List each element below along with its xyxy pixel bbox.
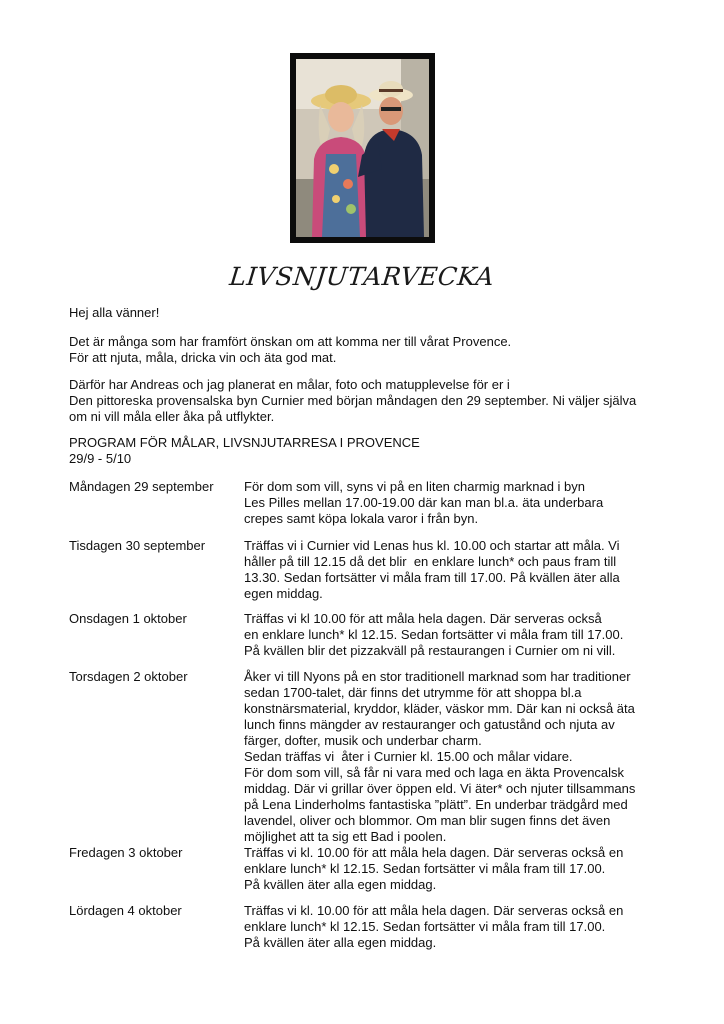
portrait-photo — [290, 53, 435, 243]
schedule-day-label: Onsdagen 1 oktober — [69, 611, 187, 626]
schedule-day-label: Lördagen 4 oktober — [69, 903, 182, 918]
program-dates: 29/9 - 5/10 — [69, 451, 132, 466]
schedule-day-label: Torsdagen 2 oktober — [69, 669, 188, 684]
schedule-day-description: Träffas vi i Curnier vid Lenas hus kl. 10.00 och startar att måla. Vi håller på till 12.15 då det blir en enklare lunch* och paus fram till 13.30. Sedan fortsätter vi måla fram till 17.00. På kvällen äter alla egen middag. — [244, 538, 620, 601]
schedule-day-description: Träffas vi kl. 10.00 för att måla hela dagen. Där serveras också en enklare lunch* kl 12.15. Sedan fortsätter vi måla fram till 17.00. På kvällen äter alla egen middag. — [244, 903, 624, 950]
plan-paragraph: Därför har Andreas och jag planerat en målar, foto och matupplevelse för er i Den pittoreska provensalska byn Curnier med början måndagen den 29 september. Ni väljer själva om ni vill måla eller åka på utflykter. — [69, 377, 637, 424]
schedule-day-description: Träffas vi kl 10.00 för att måla hela dagen. Där serveras också en enklare lunch* kl 12.15. Sedan fortsätter vi måla fram till 17.00. På kvällen blir det pizzakväll på restaurangen i Curnier om ni vill. — [244, 611, 624, 658]
portrait-photo-icon — [296, 59, 429, 237]
greeting-text: Hej alla vänner! — [69, 305, 160, 320]
program-title: PROGRAM FÖR MÅLAR, LIVSNJUTARRESA I PROVENCE — [69, 435, 420, 450]
schedule-day-label: Fredagen 3 oktober — [69, 845, 183, 860]
schedule-day-description: Åker vi till Nyons på en stor traditionell marknad som har traditioner sedan 1700-talet, där finns det utrymme för att shoppa bl.a konstnärsmaterial, kryddor, kläder, väskor mm. Där kan ni också äta lunch finns mängder av restauranger och gatustånd och njuta av färger, dofter, musik och underbar charm. Sedan träffas vi åter i Curnier kl. 15.00 och målar vidare. För dom som vill, så får ni vara med och laga en äkta Provencalsk middag. Där vi grillar över öppen eld. Vi äter* och njuter tillsammans på Lena Linderholms fantastiska ”plätt”. En underbar trädgård med lavendel, oliver och blommor. Om man blir sugen finns det även möjlighet att ta sig ett Bad i poolen. — [244, 669, 636, 844]
page-title: LIVSNJUTARVECKA — [228, 262, 496, 291]
intro-paragraph: Det är många som har framfört önskan om att komma ner till vårat Provence. För att njuta, måla, dricka vin och äta god mat. — [69, 334, 512, 365]
schedule-day-label: Måndagen 29 september — [69, 479, 214, 494]
schedule-day-description: För dom som vill, syns vi på en liten charmig marknad i byn Les Pilles mellan 17.00-19.00 där kan man bl.a. äta underbara crepes samt köpa lokala varor i från byn. — [244, 479, 604, 526]
schedule-day-label: Tisdagen 30 september — [69, 538, 206, 553]
schedule-day-description: Träffas vi kl. 10.00 för att måla hela dagen. Där serveras också en enklare lunch* kl 12.15. Sedan fortsätter vi måla fram till 17.00. På kvällen äter alla egen middag. — [244, 845, 624, 892]
